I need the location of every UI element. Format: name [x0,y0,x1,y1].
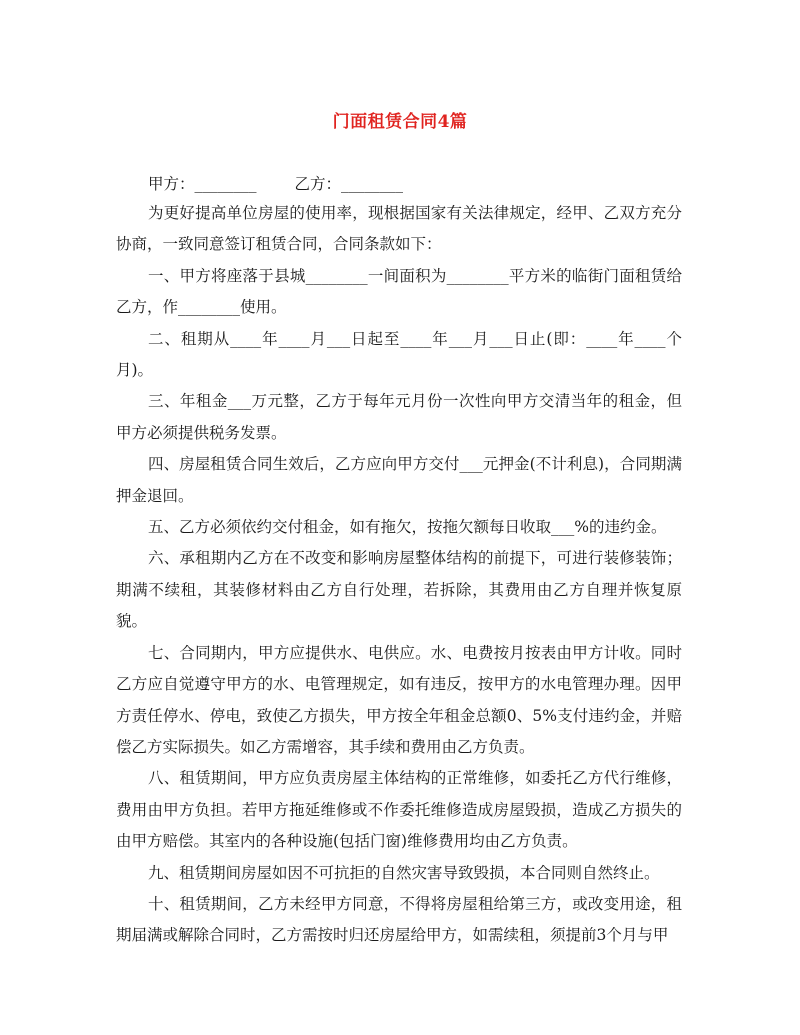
paragraph-intro: 为更好提高单位房屋的使用率，现根据国家有关法律规定，经甲、乙双方充分协商，一致同意签订租赁合同，合同条款如下： [116,204,682,254]
clause-9: 九、租赁期间房屋如因不可抗拒的自然灾害导致毁损，本合同则自然终止。 [148,863,660,882]
clause-3: 三、年租金___万元整，乙方于每年元月份一次性向甲方交清当年的租金，但甲方必须提供税务发票。 [116,392,682,442]
clause-10: 十、租赁期间，乙方未经甲方同意，不得将房屋租给第三方，或改变用途，租期届满或解除合同时，乙方需按时归还房屋给甲方，如需续租，须提前3个月与甲 [116,894,682,945]
party-a-field: 甲方：________ [148,175,257,193]
clause-5: 五、乙方必须依约交付租金，如有拖欠，按拖欠额每日收取___%的违约金。 [148,518,667,537]
party-b-field: 乙方：________ [294,175,404,193]
contract-body [116,198,682,952]
clause-6: 六、承租期内乙方在不改变和影响房屋整体结构的前提下，可进行装修装饰；期满不续租，其装修材料由乙方自行处理，若拆除，其费用由乙方自理并恢复原貌。 [116,549,682,631]
parties-line [148,172,441,194]
clause-4: 四、房屋租赁合同生效后，乙方应向甲方交付___元押金(不计利息)，合同期满押金退回。 [116,455,682,505]
clause-7: 七、合同期内，甲方应提供水、电供应。水、电费按月按表由甲方计收。同时乙方应自觉遵守甲方的水、电管理规定，如有违反，按甲方的水电管理办理。因甲方责任停水、停电，致使乙方损失，甲方按全年租金总额0、5%支付违约金，并赔偿乙方实际损失。如乙方需增容，其手续和费用由乙方负责。 [116,643,682,756]
clause-1: 一、甲方将座落于县城________一间面积为________平方米的临街门面租赁给乙方，作________使用。 [116,266,682,317]
clause-2: 二、租期从____年____月___日起至____年___月___日止(即：____年____个月)。 [116,329,682,380]
clause-8: 八、租赁期间，甲方应负责房屋主体结构的正常维修，如委托乙方代行维修，费用由甲方负担。若甲方拖延维修或不作委托维修造成房屋毁损，造成乙方损失的由甲方赔偿。其室内的各种设施(包括门窗)维修费用均由乙方负责。 [116,769,682,851]
document-title: 门面租赁合同4篇 [332,112,468,132]
